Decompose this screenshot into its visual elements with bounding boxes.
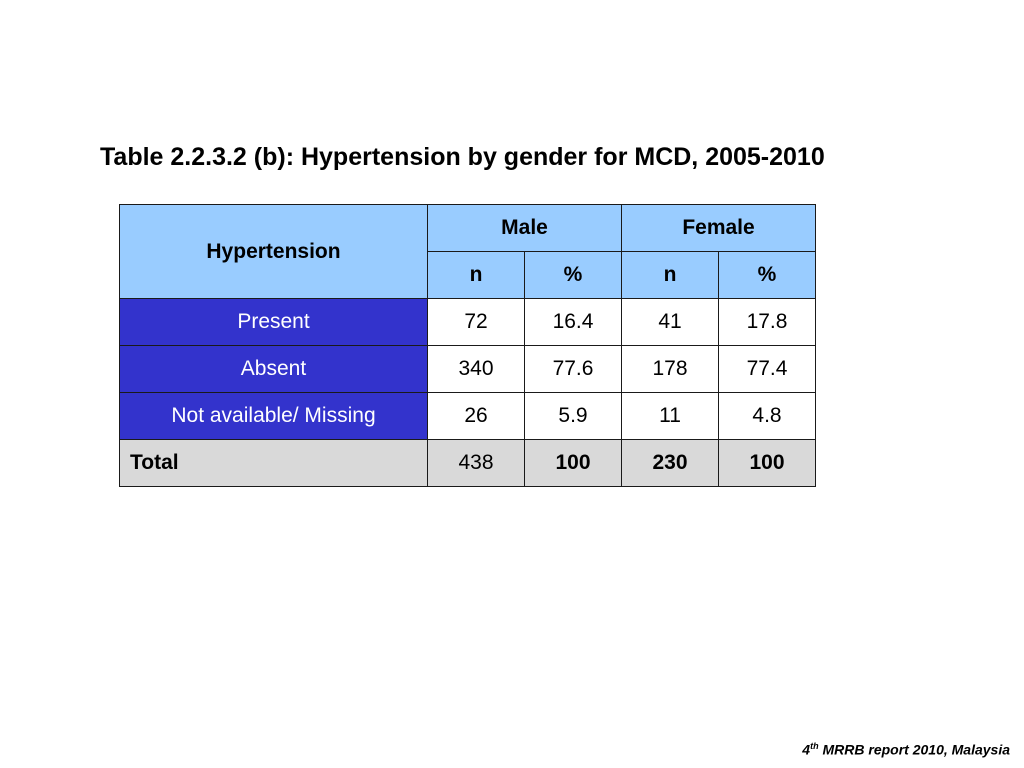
header-female: Female: [622, 205, 816, 252]
total-female-n: 230: [622, 440, 719, 487]
cell-value: 26: [428, 393, 525, 440]
cell-value: 178: [622, 346, 719, 393]
footer-superscript: th: [810, 741, 819, 752]
footer-text: MRRB report 2010, Malaysia: [818, 742, 1010, 758]
cell-value: 77.6: [525, 346, 622, 393]
table-row: [120, 393, 816, 440]
footer-number: 4: [802, 742, 811, 758]
row-label-present: Present: [120, 299, 428, 346]
cell-value: 4.8: [719, 393, 816, 440]
cell-value: 41: [622, 299, 719, 346]
cell-value: 340: [428, 346, 525, 393]
footer-citation: [802, 741, 1010, 758]
row-label-total: Total: [120, 440, 428, 487]
header-hypertension: Hypertension: [120, 205, 428, 299]
cell-value: 72: [428, 299, 525, 346]
total-male-n: 438: [428, 440, 525, 487]
row-label-missing: Not available/ Missing: [120, 393, 428, 440]
cell-value: 11: [622, 393, 719, 440]
cell-value: 16.4: [525, 299, 622, 346]
total-row: [120, 440, 816, 487]
table-row: [120, 346, 816, 393]
total-female-percent: 100: [719, 440, 816, 487]
table-row: [120, 299, 816, 346]
header-female-percent: %: [719, 252, 816, 299]
cell-value: 77.4: [719, 346, 816, 393]
cell-value: 17.8: [719, 299, 816, 346]
hypertension-table: [119, 204, 816, 487]
header-male-n: n: [428, 252, 525, 299]
slide-title: Table 2.2.3.2 (b): Hypertension by gender for MCD, 2005-2010: [100, 143, 825, 171]
header-row-groups: [120, 205, 816, 252]
header-female-n: n: [622, 252, 719, 299]
row-label-absent: Absent: [120, 346, 428, 393]
header-male: Male: [428, 205, 622, 252]
header-male-percent: %: [525, 252, 622, 299]
total-male-percent: 100: [525, 440, 622, 487]
cell-value: 5.9: [525, 393, 622, 440]
